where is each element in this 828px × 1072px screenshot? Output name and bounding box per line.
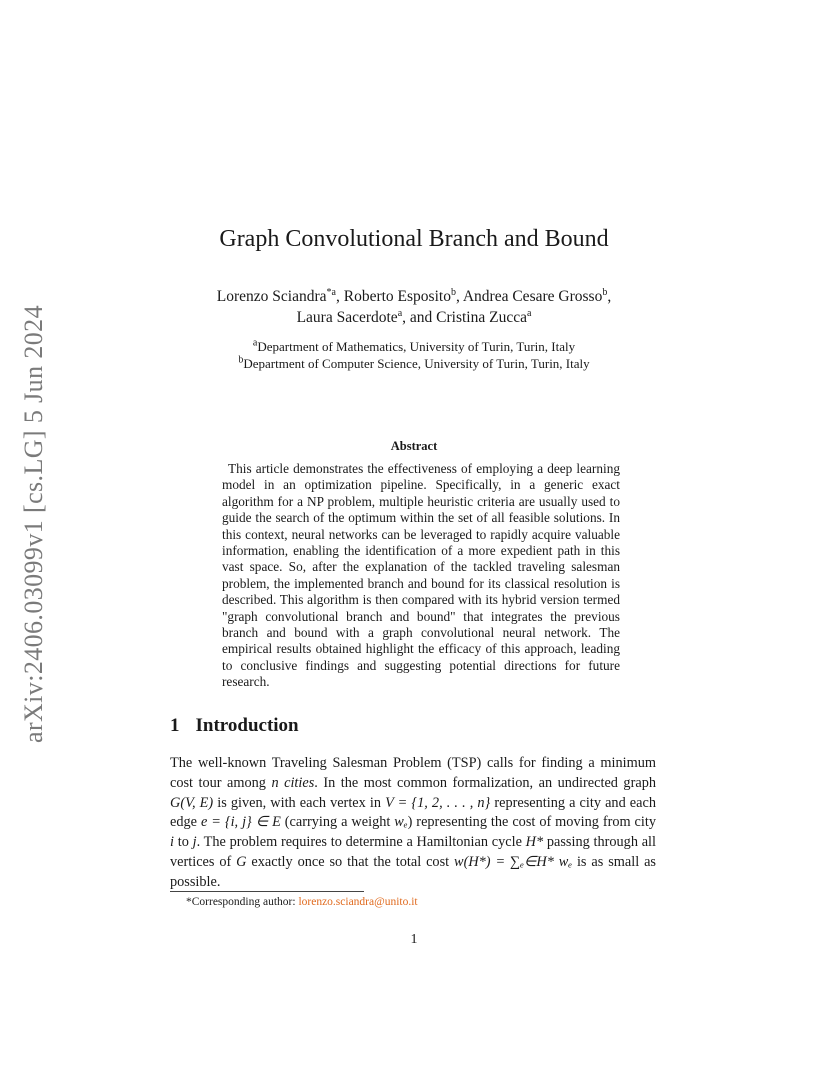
math-weight: wₑ (394, 814, 408, 831)
intro-emphasis: n cities (271, 774, 315, 791)
affiliation-text: Department of Computer Science, University of Turin, Turin, Italy (243, 356, 590, 371)
footnote-label: Corresponding author: (191, 896, 299, 908)
section-title: Introduction (195, 715, 299, 736)
intro-text: (carrying a weight (280, 814, 395, 831)
abstract-text: This article demonstrates the effectiveness of employing a deep learning model in an optimization pipeline. Specifically, in a generic exact algorithm for a NP problem, multiple heuristic criteria are usually used to guide the search of the optimum within the set of all feasible solutions. In this context, neural networks can be leveraged to rapidly acquire valuable information, enabling the identification of a more expedient path in this vast space. So, after the explanation of the tackled traveling salesman problem, the implemented branch and bound for its classical resolution is described. This algorithm is then compared with its hybrid version termed "graph convolutional branch and bound" that integrates the previous branch and bound with a graph convolutional neural network. The empirical results obtained highlight the efficacy of this approach, leading to conclusive findings and suggesting potential directions for future research. (222, 461, 620, 690)
math-graph: G(V, E) (170, 794, 214, 811)
footnote-rule (170, 891, 364, 892)
intro-text: representing a city and each edge (170, 794, 656, 831)
affiliation (160, 338, 668, 355)
author-marker: b (450, 286, 456, 298)
intro-text: . In the most common formalization, an undirected graph (314, 774, 656, 791)
intro-text: passing through all vertices of (170, 834, 656, 870)
intro-text: is given, with each vertex in (213, 794, 386, 811)
affiliation (160, 355, 668, 372)
intro-text: The well-known Traveling Salesman Problem (TSP) calls for finding a minimum cost tour among (170, 755, 656, 791)
math-graph-g: G (236, 853, 247, 870)
math-vertex-set: V = {1, 2, . . . , n} (385, 794, 491, 811)
math-cycle: H* (525, 834, 544, 851)
author-marker: b (602, 286, 608, 298)
author-connector: and (409, 309, 433, 326)
email-link[interactable]: lorenzo.sciandra@unito.it (298, 896, 418, 908)
math-total-cost: w(H*) = ∑ₑ∈H* wₑ (454, 853, 573, 870)
author-marker: a (397, 307, 403, 319)
affiliation-marker: a (252, 337, 258, 349)
intro-text: . The problem requires to determine a Hamiltonian cycle (196, 834, 526, 851)
author-name: Laura Sacerdote (296, 309, 398, 326)
author-marker: *a (326, 286, 336, 298)
math-j: j (192, 834, 197, 851)
affiliation-marker: b (238, 354, 244, 366)
page-number: 1 (410, 932, 418, 947)
intro-text: exactly once so that the total cost (246, 853, 455, 870)
author-name: Cristina Zucca (436, 309, 527, 326)
author-list: Lorenzo Sciandra$^{*a}$, Roberto Esposito$^b$, Andrea Cesare Grosso$^b$, Laura Sacerdote$^a$, and Cristina Zucca$^a$ (216, 286, 612, 326)
abstract-heading: Abstract (390, 439, 438, 453)
footnote (186, 895, 418, 909)
math-edge: e = {i, j} ∈ E (200, 814, 281, 831)
author-name: Roberto Esposito (343, 288, 451, 305)
intro-text: ) representing the cost of moving from city (407, 814, 656, 831)
affiliation-text: Department of Mathematics, University of Turin, Turin, Italy (257, 339, 576, 354)
intro-text: to (173, 834, 193, 851)
author-name: Andrea Cesare Grosso (462, 288, 603, 305)
footnote-mark: * (186, 896, 192, 908)
math-i: i (170, 834, 174, 851)
arxiv-identifier: arXiv:2406.03099v1 [cs.LG] 5 Jun 2024 (19, 305, 48, 743)
section-number: 1 (170, 715, 180, 736)
arxiv-sidebar (14, 296, 54, 752)
section-heading (170, 715, 299, 737)
paper-title: Graph Convolutional Branch and Bound (219, 226, 609, 252)
intro-text: is as small as possible. (170, 853, 656, 890)
affiliations (160, 338, 668, 372)
author-name: Lorenzo Sciandra (216, 288, 327, 305)
author-marker: a (526, 307, 532, 319)
intro-paragraph (170, 754, 656, 893)
